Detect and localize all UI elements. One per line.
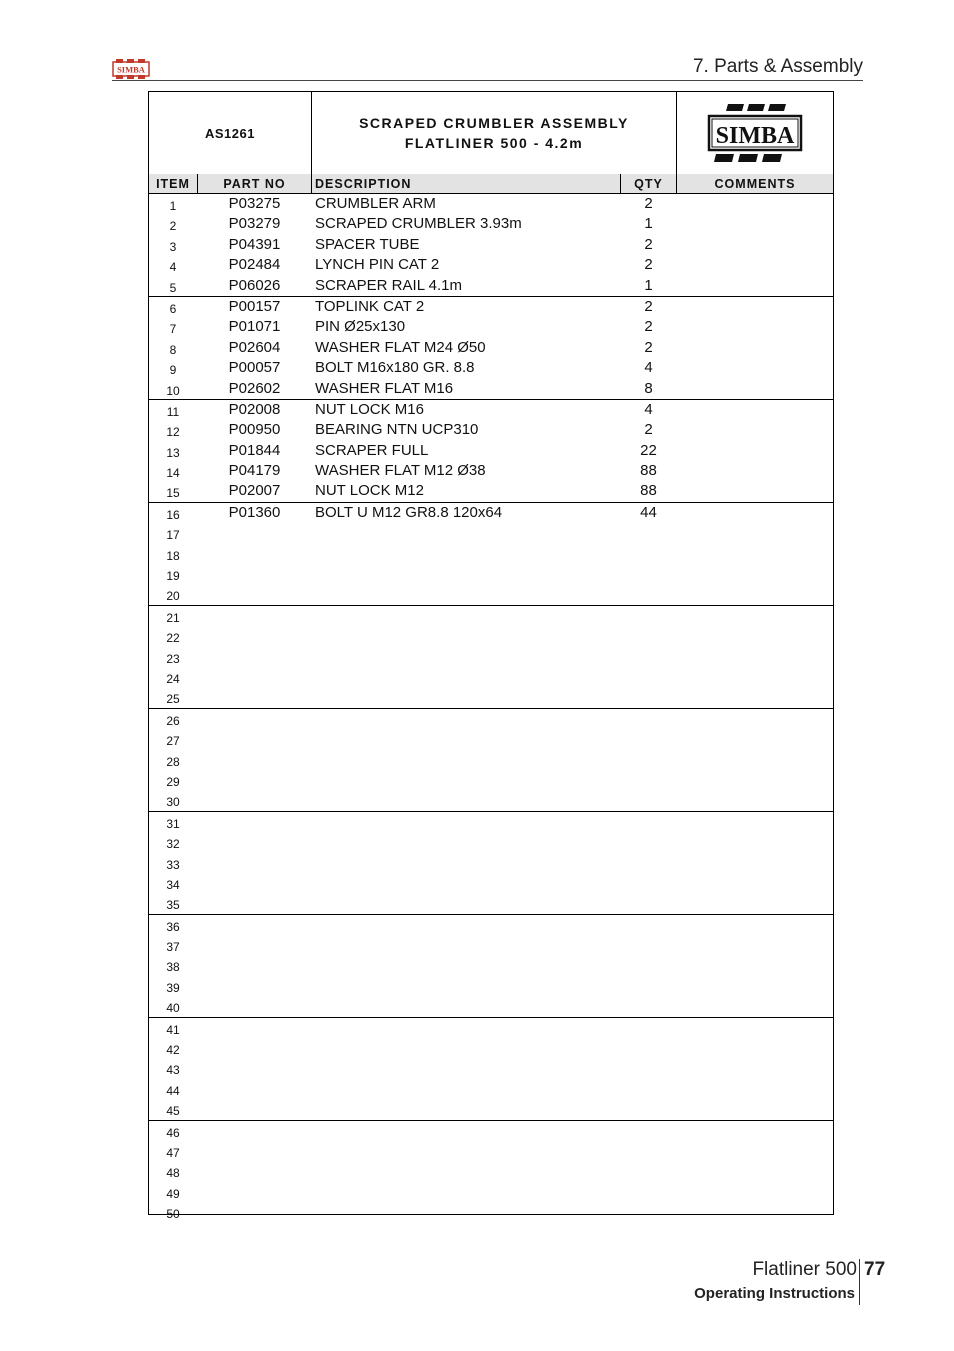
- item-number: 29: [166, 774, 180, 789]
- part-qty: 88: [640, 482, 657, 500]
- footer-divider: [859, 1259, 860, 1305]
- part-qty: 88: [640, 462, 657, 480]
- part-number: P02604: [228, 338, 281, 356]
- part-qty: 2: [644, 195, 653, 212]
- item-number: 7: [169, 322, 177, 337]
- part-number: P00057: [228, 359, 281, 377]
- item-number: 43: [166, 1063, 180, 1078]
- title-block: [149, 92, 833, 175]
- page-number: 77: [864, 1259, 886, 1280]
- table-row: [149, 605, 833, 626]
- item-number: 36: [166, 919, 180, 934]
- table-row: [149, 790, 833, 810]
- table-row: [149, 914, 833, 935]
- part-qty: 2: [644, 235, 653, 253]
- item-number: 18: [166, 548, 180, 563]
- part-number: P02602: [228, 379, 281, 397]
- header-item: ITEM: [156, 177, 190, 191]
- item-number: 50: [166, 1207, 180, 1222]
- part-number: P04391: [228, 235, 281, 253]
- part-qty: 1: [644, 215, 653, 233]
- parts-list: [149, 194, 833, 1223]
- table-row: [149, 1202, 833, 1222]
- item-number: 15: [166, 486, 180, 501]
- part-number: P01844: [228, 441, 281, 459]
- part-qty: 2: [644, 297, 653, 315]
- table-row: [149, 523, 833, 543]
- item-number: 14: [166, 466, 180, 481]
- part-number: P00950: [228, 421, 281, 439]
- item-number: 22: [166, 631, 180, 646]
- table-row: [149, 1099, 833, 1119]
- table-row: [149, 750, 833, 770]
- table-row: [149, 1058, 833, 1078]
- col-divider: [676, 174, 677, 194]
- part-number: P02007: [228, 482, 281, 500]
- part-description: WASHER FLAT M24 Ø50: [315, 338, 486, 356]
- part-number: P06026: [228, 276, 281, 294]
- header-part-no: PART NO: [223, 177, 286, 191]
- item-number: 20: [166, 589, 180, 604]
- item-number: 30: [166, 795, 180, 810]
- table-row: [149, 420, 833, 440]
- table-row: [149, 338, 833, 358]
- item-number: 48: [166, 1166, 180, 1181]
- item-number: 11: [166, 404, 180, 419]
- table-row: [149, 441, 833, 461]
- part-description: BOLT U M12 GR8.8 120x64: [315, 503, 503, 521]
- table-row: [149, 853, 833, 873]
- svg-text:SIMBA: SIMBA: [715, 123, 795, 149]
- item-number: 12: [166, 425, 180, 440]
- table-row: [149, 1161, 833, 1181]
- item-number: 24: [166, 671, 180, 686]
- part-description: BEARING NTN UCP310: [315, 421, 479, 439]
- table-row: [149, 1182, 833, 1202]
- table-row: [149, 996, 833, 1016]
- item-number: 40: [166, 1001, 180, 1016]
- simba-logo: [677, 92, 833, 174]
- item-number: 46: [166, 1125, 180, 1140]
- item-number: 23: [166, 651, 180, 666]
- part-number: P02484: [228, 256, 281, 274]
- part-number: P04179: [228, 462, 281, 480]
- table-row: [149, 1038, 833, 1058]
- table-row: [149, 935, 833, 955]
- part-description: CRUMBLER ARM: [315, 195, 436, 212]
- table-row: [149, 976, 833, 996]
- part-qty: 2: [644, 421, 653, 439]
- item-number: 9: [169, 363, 177, 378]
- part-description: SCRAPER FULL: [315, 441, 429, 459]
- item-number: 47: [166, 1145, 180, 1160]
- part-number: P02008: [228, 400, 281, 418]
- item-number: 3: [169, 239, 177, 254]
- item-number: 21: [166, 610, 180, 625]
- table-row: [149, 544, 833, 564]
- table-row: [149, 214, 833, 234]
- table-row: [149, 811, 833, 832]
- item-number: 2: [169, 219, 177, 234]
- section-title: 7. Parts & Assembly: [692, 56, 863, 77]
- item-number: 16: [166, 507, 180, 522]
- part-qty: 44: [640, 503, 657, 521]
- part-qty: 8: [644, 379, 653, 397]
- col-divider: [197, 174, 198, 194]
- item-number: 32: [166, 837, 180, 852]
- item-number: 17: [166, 528, 180, 543]
- table-row: [149, 873, 833, 893]
- item-number: 19: [166, 569, 180, 584]
- part-description: LYNCH PIN CAT 2: [315, 256, 440, 274]
- table-row: [149, 461, 833, 481]
- item-number: 41: [166, 1022, 180, 1037]
- assembly-title-line1: SCRAPED CRUMBLER ASSEMBLY: [359, 115, 629, 131]
- part-description: SCRAPED CRUMBLER 3.93m: [315, 215, 522, 233]
- table-row: [149, 1120, 833, 1141]
- part-number: P03275: [228, 195, 281, 212]
- part-description: WASHER FLAT M12 Ø38: [315, 462, 486, 480]
- item-number: 37: [166, 940, 180, 955]
- table-row: [149, 317, 833, 337]
- part-description: BOLT M16x180 GR. 8.8: [315, 359, 475, 377]
- parts-sheet: [148, 91, 834, 1222]
- item-number: 1: [169, 199, 177, 213]
- part-description: TOPLINK CAT 2: [315, 297, 425, 315]
- part-qty: 1: [644, 276, 653, 294]
- item-number: 45: [166, 1104, 180, 1119]
- table-row: [149, 893, 833, 913]
- table-row: [149, 667, 833, 687]
- table-row: [149, 1079, 833, 1099]
- table-row: [149, 235, 833, 255]
- item-number: 5: [169, 280, 177, 295]
- part-qty: 22: [640, 441, 657, 459]
- part-description: SCRAPER RAIL 4.1m: [315, 276, 462, 294]
- table-row: [149, 276, 833, 296]
- part-qty: 2: [644, 338, 653, 356]
- header-comments: COMMENTS: [714, 177, 796, 191]
- item-number: 31: [166, 816, 180, 831]
- item-number: 25: [166, 692, 180, 707]
- assembly-title-line2: FLATLINER 500 - 4.2m: [404, 135, 584, 151]
- item-number: 44: [166, 1083, 180, 1098]
- item-number: 8: [169, 342, 177, 357]
- table-row: [149, 1141, 833, 1161]
- table-row: [149, 502, 833, 523]
- simba-small-logo: [112, 58, 150, 80]
- table-row: [149, 379, 833, 399]
- item-number: 49: [166, 1186, 180, 1201]
- footer-subtitle: Operating Instructions: [694, 1285, 855, 1302]
- table-row: [149, 255, 833, 275]
- part-number: P03279: [228, 215, 281, 233]
- table-row: [149, 729, 833, 749]
- item-number: 28: [166, 754, 180, 769]
- part-number: P00157: [228, 297, 281, 315]
- item-number: 35: [166, 898, 180, 913]
- table-row: [149, 647, 833, 667]
- item-number: 4: [169, 260, 177, 275]
- item-number: 6: [169, 301, 177, 316]
- col-divider: [311, 174, 312, 194]
- table-row: [149, 1017, 833, 1038]
- part-qty: 2: [644, 256, 653, 274]
- item-number: 10: [166, 383, 180, 398]
- table-row: [149, 626, 833, 646]
- part-qty: 4: [644, 359, 653, 377]
- assembly-code: AS1261: [149, 92, 312, 174]
- column-headers: [149, 174, 833, 194]
- col-divider: [620, 174, 621, 194]
- header-rule: [112, 80, 863, 81]
- table-row: [149, 296, 833, 317]
- part-qty: 4: [644, 400, 653, 418]
- simba-logo-icon: [706, 102, 804, 164]
- table-row: [149, 564, 833, 584]
- item-number: 26: [166, 713, 180, 728]
- item-number: 13: [166, 445, 180, 460]
- assembly-title: [312, 92, 677, 174]
- svg-text:SIMBA: SIMBA: [117, 64, 145, 75]
- table-row: [149, 955, 833, 975]
- table-row: [149, 399, 833, 420]
- item-number: 27: [166, 734, 180, 749]
- part-description: NUT LOCK M16: [315, 400, 424, 418]
- item-number: 33: [166, 857, 180, 872]
- part-number: P01071: [228, 318, 281, 336]
- part-qty: 2: [644, 318, 653, 336]
- part-description: PIN Ø25x130: [315, 318, 406, 336]
- part-description: WASHER FLAT M16: [315, 379, 454, 397]
- table-row: [149, 770, 833, 790]
- item-number: 38: [166, 960, 180, 975]
- header-description: DESCRIPTION: [315, 177, 412, 191]
- footer-model: Flatliner 500: [752, 1259, 857, 1280]
- part-description: SPACER TUBE: [315, 235, 420, 253]
- part-description: NUT LOCK M12: [315, 482, 424, 500]
- item-number: 42: [166, 1043, 180, 1058]
- table-row: [149, 832, 833, 852]
- table-row: [149, 708, 833, 729]
- part-number: P01360: [228, 503, 281, 521]
- table-row: [149, 481, 833, 501]
- table-row: [149, 687, 833, 707]
- table-row: [149, 584, 833, 604]
- header-qty: QTY: [634, 177, 663, 191]
- table-row: [149, 358, 833, 378]
- item-number: 34: [166, 877, 180, 892]
- table-row: [149, 194, 833, 214]
- item-number: 39: [166, 980, 180, 995]
